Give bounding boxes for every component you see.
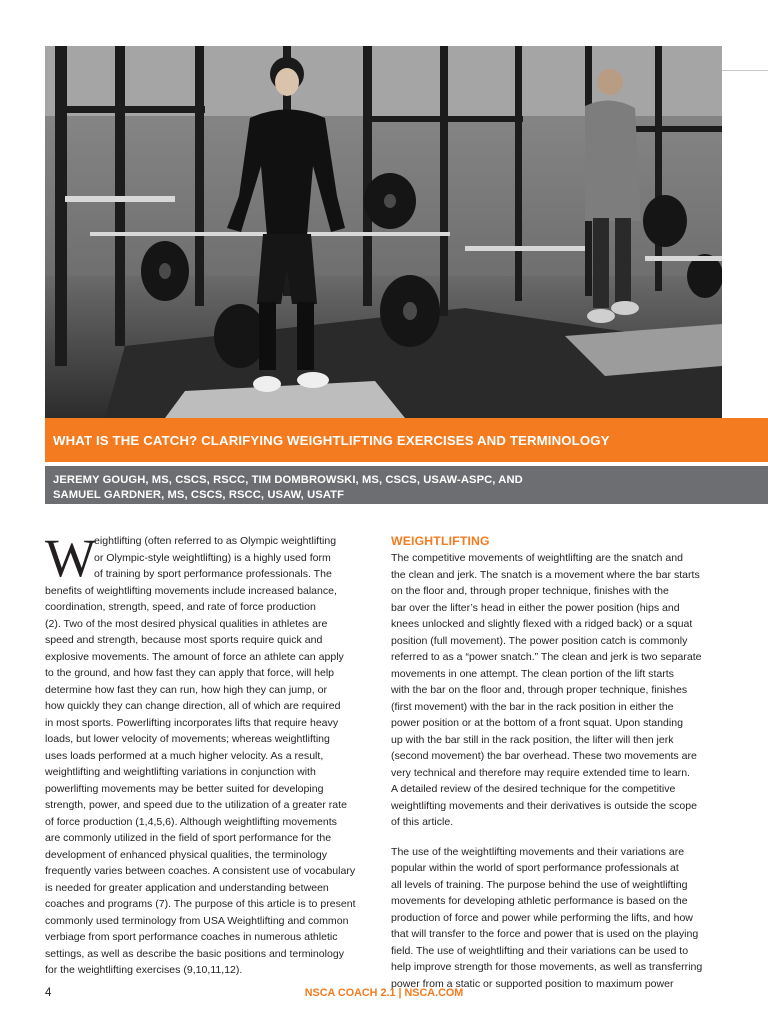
text-line: movements in one attempt. The clean portion of the lift starts bbox=[391, 667, 674, 680]
article-title-bar bbox=[45, 418, 768, 462]
text-line: of force production (1,4,5,6). Although weightlifting movements bbox=[45, 815, 337, 828]
text-line: power position or at the bottom of a front squat. Upon standing bbox=[391, 717, 683, 729]
text-line: loads, but lower velocity of movements; whereas weightlifting bbox=[45, 733, 330, 745]
text-line: power from a static or supported position to maximum power bbox=[391, 977, 674, 990]
text-line: settings, as well as describe the basic positions and terminology bbox=[45, 947, 344, 960]
text-line: (second movement) the bar overhead. These two movements are bbox=[391, 750, 697, 762]
text-line: help improve strength for those movements, as well as transferring bbox=[391, 961, 703, 973]
text-line: very technical and therefore may require extended time to learn. bbox=[391, 766, 690, 779]
text-line: up with the bar still in the rack position, the lifter will then jerk bbox=[391, 733, 674, 746]
text-line: referred to as a “power snatch.” The clean and jerk is two separate bbox=[391, 651, 702, 663]
text-line: for the weightlifting exercises (9,10,11,12). bbox=[45, 964, 243, 976]
text-line: to the ground, and how fast they can apply that force, will help bbox=[45, 667, 335, 679]
text-line: are commonly utilized in the field of sport performance for the bbox=[45, 832, 332, 844]
drop-cap: W bbox=[45, 528, 96, 588]
text-line: popular within the world of sport performance professionals at bbox=[391, 862, 679, 874]
right-paragraph-2 bbox=[391, 844, 729, 993]
text-line: that will transfer to the force and power that is used on the playing bbox=[391, 928, 699, 940]
article-photo bbox=[45, 46, 722, 418]
text-line: explosive movements. The amount of force an athlete can apply bbox=[45, 650, 344, 663]
text-line: uses loads performed at a much higher velocity. As a result, bbox=[45, 749, 324, 762]
page-number: 4 bbox=[45, 987, 52, 999]
text-line: (first movement) with the bar in the rack position in either the bbox=[391, 700, 674, 713]
article-title: WHAT IS THE CATCH? CLARIFYING WEIGHTLIFTING EXERCISES AND TERMINOLOGY bbox=[53, 432, 610, 448]
text-line: with the bar on the floor and, through proper technique, finishes bbox=[391, 684, 688, 696]
authors-line-2: SAMUEL GARDNER, MS, CSCS, RSCC, USAW, USATF bbox=[53, 489, 345, 501]
text-line: of training by sport performance professionals. The bbox=[94, 568, 332, 580]
text-line: strength, power, and speed due to the utilization of a greater rate bbox=[45, 799, 347, 811]
text-line: all levels of training. The purpose behind the use of weightlifting bbox=[391, 878, 688, 891]
section-heading: WEIGHTLIFTING bbox=[391, 534, 490, 548]
text-line: or Olympic-style weightlifting) is a highly used form bbox=[94, 551, 331, 564]
text-line: The use of the weightlifting movements and their variations are bbox=[391, 845, 685, 858]
text-line: determine how fast they can run, how high they can jump, or bbox=[45, 683, 327, 696]
text-line: in most sports. Powerlifting incorporates lifts that require heavy bbox=[45, 716, 339, 729]
weightlifting-gym-illustration bbox=[45, 46, 722, 418]
text-line: movements for developing athletic performance is based on the bbox=[391, 895, 688, 907]
text-line: position (full movement). The power position catch is commonly bbox=[391, 634, 688, 647]
text-line: coaches and programs (7). The purpose of this article is to present bbox=[45, 898, 356, 910]
text-line: (2). Two of the most desired physical qualities in athletes are bbox=[45, 617, 328, 630]
text-line: how quickly they can change direction, all of which are required bbox=[45, 700, 341, 712]
text-line: benefits of weightlifting movements include increased balance, bbox=[45, 584, 337, 597]
text-line: The competitive movements of weightlifting are the snatch and bbox=[391, 552, 683, 564]
text-line: of this article. bbox=[391, 816, 454, 828]
authors-line-1: JEREMY GOUGH, MS, CSCS, RSCC, TIM DOMBROWSKI, MS, CSCS, USAW-ASPC, AND bbox=[53, 474, 523, 486]
text-line: the clean and jerk. The snatch is a movement where the bar starts bbox=[391, 568, 700, 581]
text-line: verbiage from sport performance coaches in numerous athletic bbox=[45, 931, 338, 943]
text-line: commonly used terminology from USA Weightlifting and common bbox=[45, 914, 349, 927]
text-line: speed and strength, because most sports require quick and bbox=[45, 634, 323, 646]
text-line: eightlifting (often referred to as Olympic weightlifting bbox=[94, 535, 337, 547]
right-column bbox=[391, 533, 729, 992]
footer-publication: NSCA COACH 2.1 | NSCA.COM bbox=[304, 987, 464, 999]
left-column-text bbox=[45, 528, 375, 979]
paragraph-gap bbox=[391, 831, 729, 844]
left-column bbox=[45, 528, 375, 979]
header-rule bbox=[722, 70, 768, 71]
text-line: field. The use of weightlifting and their variations can be used to bbox=[391, 944, 689, 957]
text-line: bar over the lifter’s head in either the power position (hips and bbox=[391, 601, 680, 614]
text-line: development of enhanced physical qualities, the terminology bbox=[45, 848, 328, 861]
text-line: is needed for greater application and understanding between bbox=[45, 881, 329, 894]
text-line: knees unlocked and slightly flexed with a ridged back) or a squat bbox=[391, 618, 693, 630]
text-line: weightlifting movements and their derivatives is outside the scope bbox=[391, 799, 698, 812]
author-bar bbox=[45, 466, 768, 504]
text-line: frequently varies between coaches. A consistent use of vocabulary bbox=[45, 865, 356, 877]
right-paragraph-1 bbox=[391, 550, 729, 831]
text-line: weightlifting and weightlifting variations in conjunction with bbox=[45, 766, 316, 778]
text-line: on the floor and, through proper technique, finishes with the bbox=[391, 585, 669, 597]
text-line: production of force and power while performing the lifts, and how bbox=[391, 911, 693, 924]
text-line: A detailed review of the desired technique for the competitive bbox=[391, 783, 676, 795]
text-line: powerlifting movements may be better suited for developing bbox=[45, 782, 324, 795]
text-line: coordination, strength, speed, and rate of force production bbox=[45, 601, 316, 613]
